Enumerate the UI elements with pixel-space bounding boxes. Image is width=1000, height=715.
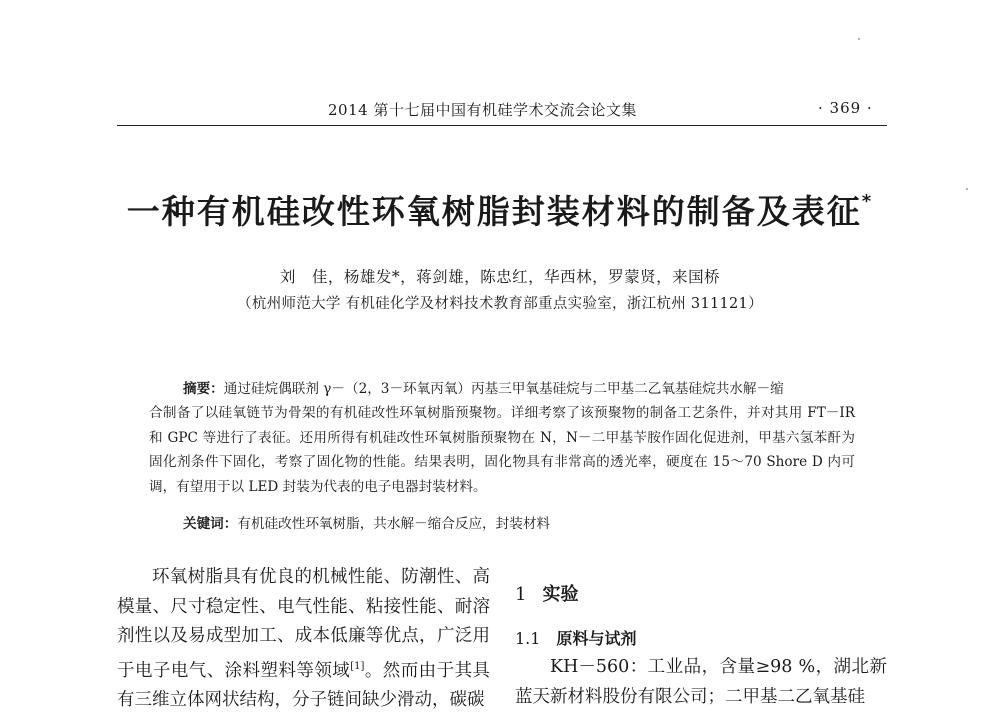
body-column-right xyxy=(515,653,887,712)
subsection-title: 原料与试剂 xyxy=(556,629,637,648)
body-column-left xyxy=(117,563,490,715)
intro-paragraph xyxy=(117,563,490,715)
title-footnote-mark: * xyxy=(861,191,874,212)
materials-paragraph: KH－560：工业品，含量≥98 %，湖北新蓝天新材料股份有限公司；二甲基二乙氧基硅 xyxy=(515,657,887,707)
paper-title-text: 一种有机硅改性环氧树脂封装材料的制备及表征 xyxy=(126,192,862,231)
subsection-number: 1.1 xyxy=(515,629,541,648)
abstract-label: 摘要： xyxy=(183,381,224,397)
abstract-lead: 通过硅烷偶联剂 γ－（2，3－环氧丙氧）丙基三甲氧基硅烷与二甲基二乙氧基硅烷共水解－缩 xyxy=(223,381,784,397)
section-heading-experiment xyxy=(515,580,578,606)
abstract-first-line xyxy=(149,377,855,401)
page-number: · 369 · xyxy=(818,99,873,117)
affiliation: （杭州师范大学 有机硅化学及材料技术教育部重点实验室，浙江杭州 311121） xyxy=(237,296,763,312)
author-list: 刘 佳，杨雄发*，蒋剑雄，陈忠红，华西林，罗蒙贤，来国桥 xyxy=(279,268,721,286)
abstract-body: 合制备了以硅氧链节为骨架的有机硅改性环氧树脂预聚物。详细考察了该预聚物的制备工艺条件，并对其用 FT－IR 和 GPC 等进行了表征。还用所得有机硅改性环氧树脂预聚物在 N，N－二甲基苄胺作固化促进剂，甲基六氢苯酐为固化剂条件下固化，考察了固化物的性能。结果表明，固化物具有非常高的透光率，硬度在 15～70 Shore D 内可调，有望用于以 LED 封装为代表的电子电器封装材料。 xyxy=(149,405,855,495)
abstract xyxy=(149,377,855,499)
subsection-heading-materials xyxy=(515,626,636,649)
intro-text-part2: 。然而由于其具有三维立体网状结构，分子链间缺少滑动，碳碳 xyxy=(117,660,491,710)
section-number: 1 xyxy=(515,584,527,605)
header-rule xyxy=(117,125,887,126)
keywords xyxy=(183,512,863,532)
running-header-title: 2014 第十七届中国有机硅学术交流会论文集 xyxy=(328,101,637,119)
section-title: 实验 xyxy=(542,584,579,605)
scan-speck xyxy=(858,38,860,40)
scan-speck xyxy=(966,188,968,190)
keywords-text: 有机硅改性环氧树脂，共水解－缩合反应，封装材料 xyxy=(237,516,551,532)
keywords-label: 关键词： xyxy=(183,516,238,532)
intro-text-part1: 环氧树脂具有优良的机械性能、防潮性、高模量、尺寸稳定性、电气性能、粘接性能、耐溶剂性以及易成型加工、成本低廉等优点，广泛用于电子电气、涂料塑料等领域 xyxy=(117,567,490,681)
reference-marker: [1] xyxy=(350,660,365,672)
paper-title xyxy=(0,186,1000,233)
